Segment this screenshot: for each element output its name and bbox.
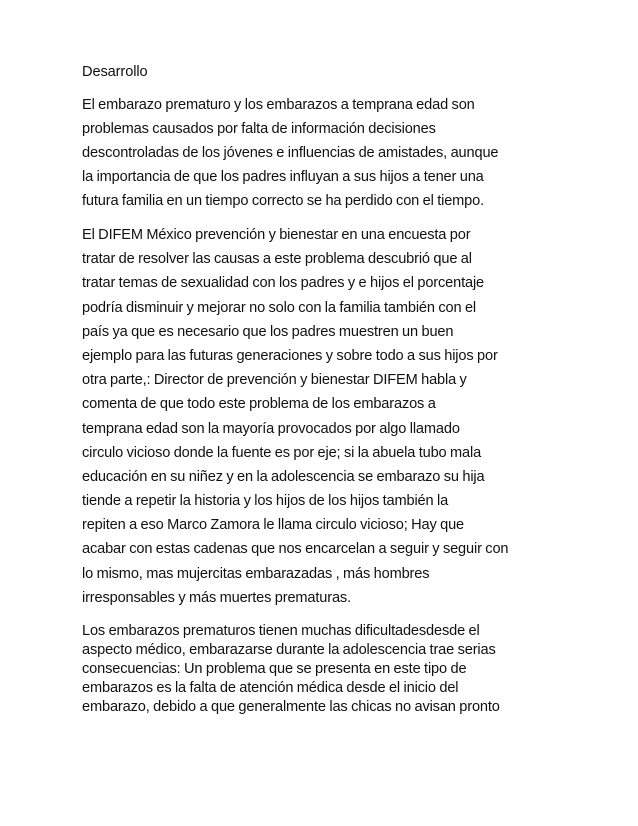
text-line: El embarazo prematuro y los embarazos a temprana edad son	[82, 97, 475, 113]
text-line: temprana edad son la mayoría provocados por algo llamado	[82, 420, 460, 437]
text-line: tratar de resolver las causas a este problema descubrió que al	[82, 251, 472, 268]
text-line: tiende a repetir la historia y los hijos de los hijos también la	[82, 493, 449, 510]
text-line: acabar con estas cadenas que nos encarcelan a seguir y seguir con	[82, 541, 509, 558]
text-line: futura familia en un tiempo correcto se ha perdido con el tiempo.	[82, 193, 485, 209]
text-line: El DIFEM México prevención y bienestar en una encuesta por	[82, 227, 471, 243]
paragraph-1	[82, 93, 562, 213]
text-line: país ya que es necesario que los padres muestren un buen	[82, 323, 454, 340]
text-line: irresponsables y más muertes prematuras.	[82, 589, 351, 606]
paragraph-3	[82, 622, 562, 717]
paragraph-2	[82, 223, 562, 610]
text-line: circulo vicioso donde la fuente es por eje; si la abuela tubo mala	[82, 444, 482, 461]
text-line: tratar temas de sexualidad con los padres y e hijos el porcentaje	[82, 275, 485, 292]
text-line: educación en su niñez y en la adolescencia se embarazo su hija	[82, 468, 485, 485]
text-line: consecuencias: Un problema que se presenta en este tipo de	[82, 661, 467, 677]
text-line: Los embarazos prematuros tienen muchas dificultadesdesde el	[82, 623, 480, 639]
text-line: problemas causados por falta de información decisiones	[82, 121, 436, 137]
text-line: otra parte,: Director de prevención y bienestar DIFEM habla y	[82, 372, 467, 389]
text-line: descontroladas de los jóvenes e influencias de amistades, aunque	[82, 145, 499, 161]
text-line: lo mismo, mas mujercitas embarazadas , más hombres	[82, 565, 430, 582]
text-line: aspecto médico, embarazarse durante la adolescencia trae serias	[82, 642, 496, 658]
text-line: podría disminuir y mejorar no solo con la familia también con el	[82, 299, 477, 316]
section-heading: Desarrollo	[82, 64, 148, 80]
text-line: embarazo, debido a que generalmente las chicas no avisan pronto	[82, 699, 500, 715]
text-line: la importancia de que los padres influyan a sus hijos a tener una	[82, 169, 484, 185]
text-line: ejemplo para las futuras generaciones y sobre todo a sus hijos por	[82, 347, 498, 364]
text-line: comenta de que todo este problema de los embarazos a	[82, 396, 436, 413]
text-line: repiten a eso Marco Zamora le llama circulo vicioso; Hay que	[82, 517, 465, 534]
text-line: embarazos es la falta de atención médica desde el inicio del	[82, 680, 459, 696]
document-body	[82, 62, 562, 717]
